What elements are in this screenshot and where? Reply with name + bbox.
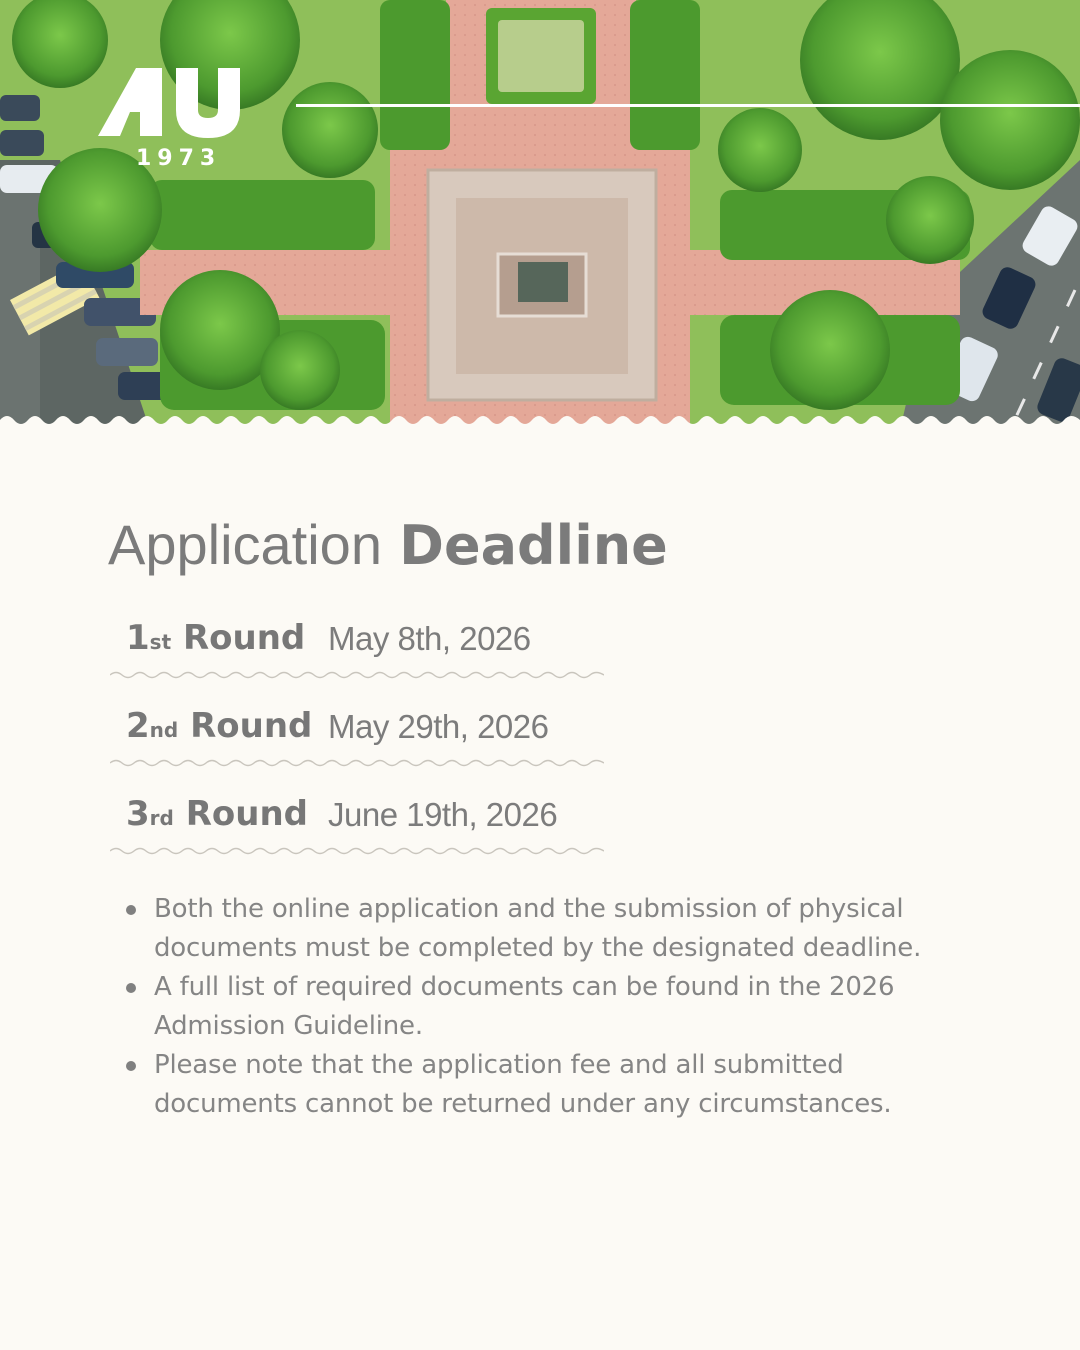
round-date: May 8th, 2026 bbox=[328, 620, 531, 657]
round-row bbox=[110, 612, 604, 700]
list-item bbox=[124, 1046, 994, 1124]
round-date: May 29th, 2026 bbox=[328, 708, 549, 745]
round-row bbox=[110, 788, 604, 876]
note-text: Both the online application and the submission of physical documents must be completed by the designated deadline. bbox=[154, 894, 922, 963]
round-suffix: st bbox=[149, 630, 172, 654]
note-text: Please note that the application fee and all submitted documents cannot be returned under any circumstances. bbox=[154, 1050, 892, 1119]
list-item bbox=[124, 890, 994, 968]
bullet-icon bbox=[126, 1061, 136, 1071]
wavy-divider bbox=[110, 670, 604, 680]
bullet-icon bbox=[126, 905, 136, 915]
list-item bbox=[124, 968, 994, 1046]
round-label bbox=[126, 794, 308, 834]
round-word: Round bbox=[185, 794, 308, 834]
round-number: 3 bbox=[126, 794, 150, 834]
round-row bbox=[110, 700, 604, 788]
round-number: 2 bbox=[126, 706, 150, 746]
deadline-rounds bbox=[110, 612, 604, 876]
bullet-icon bbox=[126, 983, 136, 993]
round-suffix: rd bbox=[149, 806, 174, 830]
round-label bbox=[126, 618, 305, 658]
round-number: 1 bbox=[126, 618, 150, 658]
title-bold: Deadline bbox=[399, 514, 668, 577]
au-logo-mark bbox=[96, 64, 244, 140]
round-suffix: nd bbox=[149, 718, 179, 742]
note-text: A full list of required documents can be found in the 2026 Admission Guideline. bbox=[154, 972, 895, 1041]
header-divider-line bbox=[296, 104, 1080, 107]
title-light: Application bbox=[108, 513, 382, 576]
wavy-divider bbox=[110, 846, 604, 856]
wavy-divider bbox=[110, 758, 604, 768]
au-logo bbox=[96, 64, 246, 174]
round-word: Round bbox=[190, 706, 313, 746]
logo-year: 1973 bbox=[136, 146, 222, 171]
page-title bbox=[108, 512, 668, 577]
notes-list bbox=[124, 890, 994, 1124]
round-label bbox=[126, 706, 312, 746]
campus-aerial-photo bbox=[0, 0, 1080, 430]
round-date: June 19th, 2026 bbox=[328, 796, 558, 833]
round-word: Round bbox=[182, 618, 306, 658]
